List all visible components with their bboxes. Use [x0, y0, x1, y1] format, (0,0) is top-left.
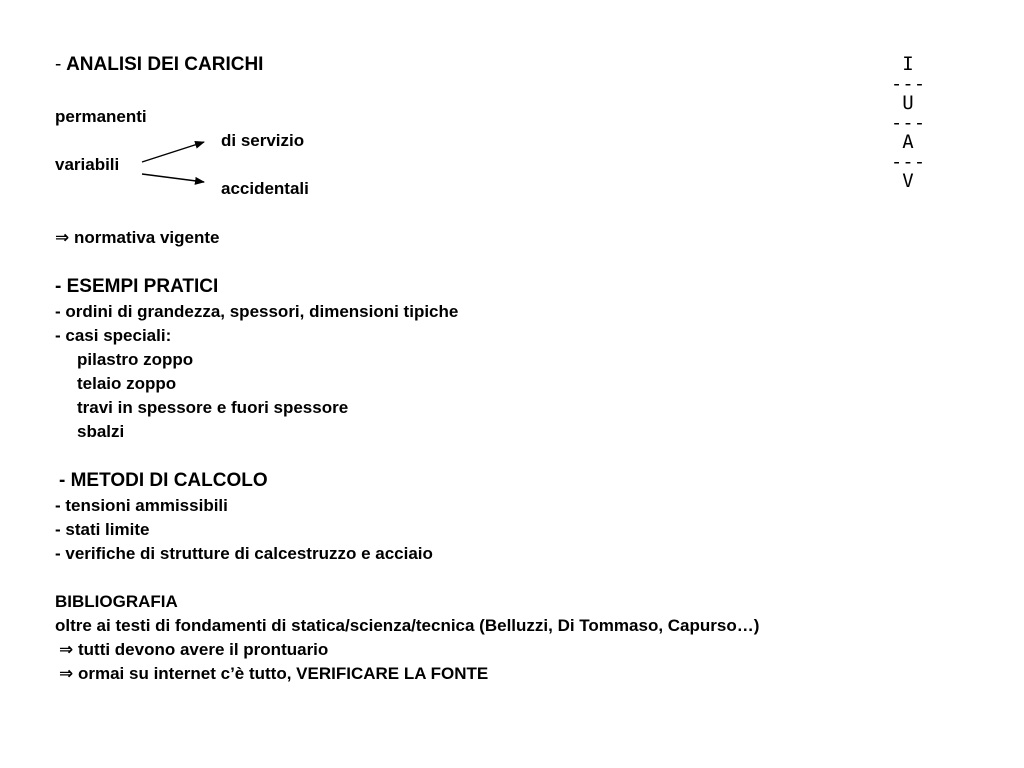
normativa-line [55, 228, 219, 248]
section-metodi-title: - METODI DI CALCOLO [59, 470, 268, 491]
load-di-servizio: di servizio [221, 131, 305, 150]
load-accidentali: accidentali [221, 179, 309, 198]
esempi-line-1: - ordini di grandezza, spessori, dimensioni tipiche [55, 302, 459, 321]
load-permanenti: permanenti [55, 107, 147, 126]
implies-icon: ⇒ [59, 640, 74, 659]
caso-speciale-item: sbalzi [77, 422, 125, 441]
logo-line: U [902, 92, 914, 114]
esempi-line-2: - casi speciali: [55, 326, 172, 345]
caso-speciale-item: telaio zoppo [77, 374, 177, 393]
logo-line: --- [890, 150, 926, 173]
bibliografia-title: BIBLIOGRAFIA [55, 592, 178, 611]
normativa-text: normativa vigente [73, 228, 220, 247]
metodo-item: - stati limite [55, 520, 150, 539]
metodo-item: - verifiche di strutture di calcestruzzo e acciaio [55, 544, 433, 563]
metodo-item: - tensioni ammissibili [55, 496, 228, 515]
bibliografia-line-2 [59, 640, 328, 660]
implies-icon: ⇒ [55, 228, 70, 247]
caso-speciale-item: travi in spessore e fuori spessore [77, 398, 349, 417]
title-dash: - [55, 54, 62, 75]
logo-line: V [902, 170, 914, 192]
section-esempi-title: - ESEMPI PRATICI [55, 276, 219, 297]
logo-line: I [902, 53, 914, 75]
title-text: ANALISI DEI CARICHI [66, 54, 264, 75]
logo-line: A [902, 131, 914, 153]
bibliografia-line-3 [59, 664, 488, 684]
arrow-to-accidentali [142, 174, 204, 182]
implies-icon: ⇒ [59, 664, 74, 683]
iuav-logo [888, 55, 928, 192]
caso-speciale-item: pilastro zoppo [77, 350, 194, 369]
bibliografia-text-2: tutti devono avere il prontuario [77, 640, 329, 659]
load-variabili: variabili [55, 155, 120, 174]
bibliografia-line-1: oltre ai testi di fondamenti di statica/scienza/tecnica (Belluzzi, Di Tommaso, Capurso…) [55, 616, 760, 635]
bibliografia-text-3: ormai su internet c’è tutto, VERIFICARE LA FONTE [77, 664, 489, 683]
logo-line: --- [890, 72, 926, 95]
logo-line: --- [890, 111, 926, 134]
arrow-to-di-servizio [142, 142, 204, 162]
